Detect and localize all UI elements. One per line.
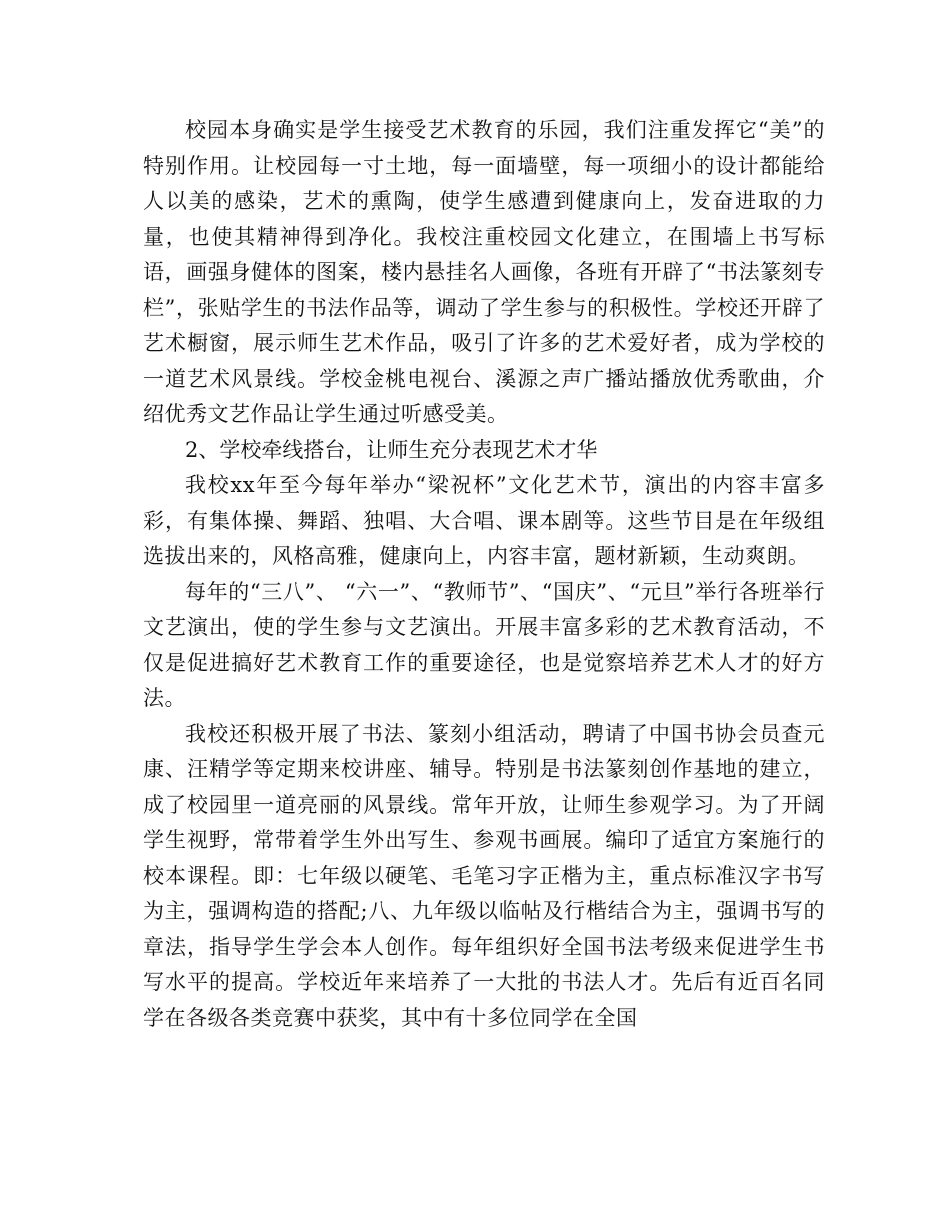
paragraph-holiday-performances: 每年的“三八”、 “六一”、“教师节”、“国庆”、“元旦”举行各班举行文艺演出，使的学生参与文艺演出。开展丰富多彩的艺术教育活动，不仅是促进搞好艺术教育工作的重要途径，也是觉察培养艺术人才的好方法。	[143, 579, 825, 710]
document-body	[143, 113, 825, 1036]
section-heading-2: 2、学校牵线搭台，让师生充分表现艺术才华	[185, 437, 598, 462]
paragraph-campus-art: 校园本身确实是学生接受艺术教育的乐园，我们注重发挥它“美”的特别作用。让校园每一寸土地，每一面墙壁，每一项细小的设计都能给人以美的感染，艺术的熏陶，使学生感遭到健康向上，发奋进取的力量，也使其精神得到净化。我校注重校园文化建立，在围墙上书写标语，画强身健体的图案，楼内悬挂名人画像，各班有开辟了“书法篆刻专栏”，张贴学生的书法作品等，调动了学生参与的积极性。学校还开辟了艺术橱窗，展示师生艺术作品，吸引了许多的艺术爱好者，成为学校的一道艺术风景线。学校金桃电视台、溪源之声广播站播放优秀歌曲，介绍优秀文艺作品让学生通过听感受美。	[143, 118, 825, 426]
paragraph-art-festival: 我校xx年至今每年举办“梁祝杯”文化艺术节，演出的内容丰富多彩，有集体操、舞蹈、独唱、大合唱、课本剧等。这些节目是在年级组选拔出来的，风格高雅，健康向上，内容丰富，题材新颖，生动爽朗。	[143, 473, 825, 568]
paragraph-calligraphy: 我校还积极开展了书法、篆刻小组活动，聘请了中国书协会员查元康、汪精学等定期来校讲座、辅导。特别是书法篆刻创作基地的建立，成了校园里一道亮丽的风景线。常年开放，让师生参观学习。为了开阔学生视野，常带着学生外出写生、参观书画展。编印了适宜方案施行的校本课程。即：七年级以硬笔、毛笔习字正楷为主，重点标准汉字书写为主，强调构造的搭配;八、九年级以临帖及行楷结合为主，强调书写的章法，指导学生学会本人创作。每年组织好全国书法考级来促进学生书写水平的提高。学校近年来培养了一大批的书法人才。先后有近百名同学在各级各类竞赛中获奖，其中有十多位同学在全国	[143, 721, 825, 1030]
